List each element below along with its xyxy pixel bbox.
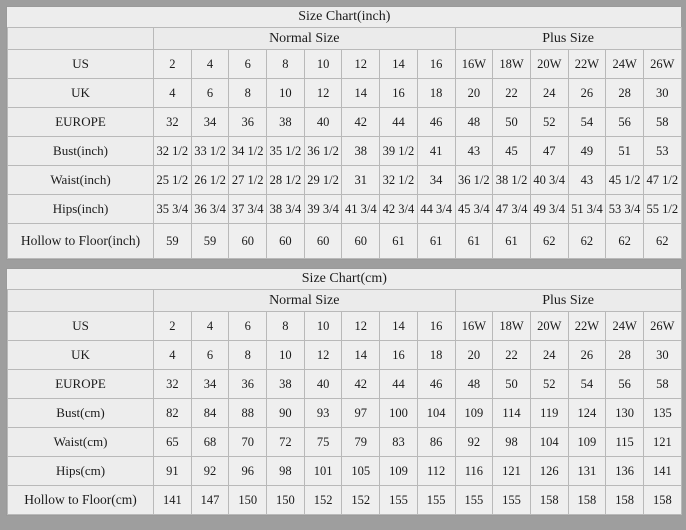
row-label: US: [8, 50, 154, 79]
cell: 91: [154, 457, 192, 486]
row-label: Hollow to Floor(cm): [8, 486, 154, 515]
cell: 22: [493, 79, 531, 108]
cell: 34: [191, 108, 229, 137]
table-row: [8, 108, 682, 137]
cell: 16: [417, 50, 455, 79]
cell: 121: [643, 428, 681, 457]
cell: 14: [342, 341, 380, 370]
cell: 37 3/4: [229, 195, 267, 224]
cell: 109: [380, 457, 418, 486]
cell: 32 1/2: [154, 137, 192, 166]
cell: 18W: [493, 312, 531, 341]
row-label: Bust(inch): [8, 137, 154, 166]
cell: 61: [455, 224, 493, 259]
row-label: Waist(inch): [8, 166, 154, 195]
cell: 34 1/2: [229, 137, 267, 166]
cell: 92: [191, 457, 229, 486]
cell: 54: [568, 370, 606, 399]
cell: 14: [380, 312, 418, 341]
cell: 10: [304, 312, 342, 341]
cell: 47 1/2: [643, 166, 681, 195]
cell: 54: [568, 108, 606, 137]
cell: 6: [229, 50, 267, 79]
cell: 36: [229, 108, 267, 137]
table-row: [8, 195, 682, 224]
cell: 2: [154, 50, 192, 79]
cell: 58: [643, 370, 681, 399]
cell: 83: [380, 428, 418, 457]
cell: 56: [606, 108, 644, 137]
cell: 65: [154, 428, 192, 457]
cell: 158: [643, 486, 681, 515]
size-chart-cm-table: [7, 269, 682, 515]
cell: 96: [229, 457, 267, 486]
cell: 51 3/4: [568, 195, 606, 224]
size-chart-inch-table: [7, 7, 682, 259]
cell: 20: [455, 341, 493, 370]
cell: 27 1/2: [229, 166, 267, 195]
size-chart-inch: [6, 6, 680, 260]
cell: 48: [455, 370, 493, 399]
cell: 62: [568, 224, 606, 259]
cell: 52: [530, 108, 568, 137]
cell: 26: [568, 79, 606, 108]
cell: 14: [342, 79, 380, 108]
cell: 155: [455, 486, 493, 515]
cell: 18W: [493, 50, 531, 79]
row-label: UK: [8, 79, 154, 108]
cell: 79: [342, 428, 380, 457]
cell: 6: [191, 79, 229, 108]
cell: 26W: [643, 50, 681, 79]
row-label: Hips(inch): [8, 195, 154, 224]
cell: 44: [380, 108, 418, 137]
cell: 158: [568, 486, 606, 515]
cell: 121: [493, 457, 531, 486]
cell: 36 3/4: [191, 195, 229, 224]
cell: 75: [304, 428, 342, 457]
cell: 8: [267, 50, 305, 79]
chart-title: Size Chart(inch): [8, 7, 682, 28]
cell: 100: [380, 399, 418, 428]
cell: 39 1/2: [380, 137, 418, 166]
cell: 32 1/2: [380, 166, 418, 195]
cell: 56: [606, 370, 644, 399]
cell: 115: [606, 428, 644, 457]
cell: 60: [267, 224, 305, 259]
cell: 116: [455, 457, 493, 486]
cell: 62: [606, 224, 644, 259]
cell: 39 3/4: [304, 195, 342, 224]
cell: 35 1/2: [267, 137, 305, 166]
cell: 152: [342, 486, 380, 515]
cell: 40 3/4: [530, 166, 568, 195]
cell: 20W: [530, 50, 568, 79]
cell: 25 1/2: [154, 166, 192, 195]
cell: 158: [606, 486, 644, 515]
row-label: EUROPE: [8, 108, 154, 137]
cell: 24: [530, 341, 568, 370]
cell: 22W: [568, 50, 606, 79]
cell: 28 1/2: [267, 166, 305, 195]
cell: 141: [643, 457, 681, 486]
cell: 62: [530, 224, 568, 259]
cell: 38: [267, 108, 305, 137]
cell: 36: [229, 370, 267, 399]
size-chart-cm: [6, 268, 680, 516]
cell: 92: [455, 428, 493, 457]
row-label: Hollow to Floor(inch): [8, 224, 154, 259]
cell: 112: [417, 457, 455, 486]
chart-group-row: [8, 28, 682, 50]
cell: 155: [417, 486, 455, 515]
table-row: [8, 224, 682, 259]
cell: 38 1/2: [493, 166, 531, 195]
cell: 49: [568, 137, 606, 166]
cell: 35 3/4: [154, 195, 192, 224]
cell: 50: [493, 108, 531, 137]
cell: 50: [493, 370, 531, 399]
cell: 45: [493, 137, 531, 166]
cell: 16: [417, 312, 455, 341]
cell: 32: [154, 370, 192, 399]
cell: 61: [417, 224, 455, 259]
cell: 84: [191, 399, 229, 428]
cell: 16W: [455, 312, 493, 341]
table-row: [8, 166, 682, 195]
cell: 16: [380, 79, 418, 108]
chart-title-row: [8, 7, 682, 28]
row-label: Waist(cm): [8, 428, 154, 457]
table-row: [8, 486, 682, 515]
cell: 141: [154, 486, 192, 515]
table-row: [8, 50, 682, 79]
cell: 45 1/2: [606, 166, 644, 195]
cell: 60: [229, 224, 267, 259]
cell: 36 1/2: [304, 137, 342, 166]
cell: 38: [342, 137, 380, 166]
cell: 59: [191, 224, 229, 259]
cell: 72: [267, 428, 305, 457]
cell: 155: [380, 486, 418, 515]
cell: 131: [568, 457, 606, 486]
cell: 98: [493, 428, 531, 457]
group-normal-size: Normal Size: [154, 290, 456, 312]
cell: 42: [342, 108, 380, 137]
cell: 53: [643, 137, 681, 166]
cell: 68: [191, 428, 229, 457]
cell: 47 3/4: [493, 195, 531, 224]
cell: 150: [267, 486, 305, 515]
cell: 16: [380, 341, 418, 370]
row-label: UK: [8, 341, 154, 370]
cell: 124: [568, 399, 606, 428]
cell: 30: [643, 79, 681, 108]
cell: 18: [417, 341, 455, 370]
cell: 18: [417, 79, 455, 108]
cell: 40: [304, 108, 342, 137]
cell: 45 3/4: [455, 195, 493, 224]
cell: 14: [380, 50, 418, 79]
cell: 16W: [455, 50, 493, 79]
cell: 42: [342, 370, 380, 399]
chart-title: Size Chart(cm): [8, 269, 682, 290]
cell: 105: [342, 457, 380, 486]
table-row: [8, 428, 682, 457]
group-blank: [8, 290, 154, 312]
cell: 104: [530, 428, 568, 457]
cell: 30: [643, 341, 681, 370]
cell: 22: [493, 341, 531, 370]
cell: 41 3/4: [342, 195, 380, 224]
cell: 49 3/4: [530, 195, 568, 224]
cell: 46: [417, 370, 455, 399]
cell: 48: [455, 108, 493, 137]
cell: 29 1/2: [304, 166, 342, 195]
cell: 24W: [606, 312, 644, 341]
cell: 136: [606, 457, 644, 486]
row-label: US: [8, 312, 154, 341]
cell: 43: [455, 137, 493, 166]
cell: 6: [191, 341, 229, 370]
table-row: [8, 399, 682, 428]
cell: 61: [493, 224, 531, 259]
cell: 20: [455, 79, 493, 108]
cell: 43: [568, 166, 606, 195]
cell: 28: [606, 341, 644, 370]
cell: 26 1/2: [191, 166, 229, 195]
table-row: [8, 341, 682, 370]
cell: 8: [267, 312, 305, 341]
cell: 12: [304, 341, 342, 370]
cell: 58: [643, 108, 681, 137]
cell: 98: [267, 457, 305, 486]
row-label: Hips(cm): [8, 457, 154, 486]
cell: 8: [229, 79, 267, 108]
cell: 6: [229, 312, 267, 341]
cell: 2: [154, 312, 192, 341]
cell: 82: [154, 399, 192, 428]
cell: 109: [455, 399, 493, 428]
cell: 97: [342, 399, 380, 428]
cell: 38: [267, 370, 305, 399]
cell: 59: [154, 224, 192, 259]
group-plus-size: Plus Size: [455, 28, 681, 50]
cell: 90: [267, 399, 305, 428]
cell: 109: [568, 428, 606, 457]
cell: 12: [304, 79, 342, 108]
cell: 114: [493, 399, 531, 428]
cell: 104: [417, 399, 455, 428]
cell: 8: [229, 341, 267, 370]
cell: 34: [191, 370, 229, 399]
cell: 53 3/4: [606, 195, 644, 224]
cell: 130: [606, 399, 644, 428]
cell: 135: [643, 399, 681, 428]
cell: 34: [417, 166, 455, 195]
group-normal-size: Normal Size: [154, 28, 456, 50]
cell: 150: [229, 486, 267, 515]
cell: 4: [154, 341, 192, 370]
table-row: [8, 79, 682, 108]
cell: 155: [493, 486, 531, 515]
group-blank: [8, 28, 154, 50]
cell: 10: [267, 341, 305, 370]
cell: 41: [417, 137, 455, 166]
row-label: EUROPE: [8, 370, 154, 399]
cell: 12: [342, 50, 380, 79]
cell: 60: [304, 224, 342, 259]
cell: 126: [530, 457, 568, 486]
cell: 47: [530, 137, 568, 166]
cell: 10: [267, 79, 305, 108]
cell: 32: [154, 108, 192, 137]
cell: 31: [342, 166, 380, 195]
cell: 44 3/4: [417, 195, 455, 224]
cell: 12: [342, 312, 380, 341]
cell: 93: [304, 399, 342, 428]
cell: 62: [643, 224, 681, 259]
cell: 24W: [606, 50, 644, 79]
cell: 26W: [643, 312, 681, 341]
cell: 60: [342, 224, 380, 259]
cell: 28: [606, 79, 644, 108]
cell: 10: [304, 50, 342, 79]
cell: 4: [191, 50, 229, 79]
cell: 20W: [530, 312, 568, 341]
cell: 152: [304, 486, 342, 515]
cell: 52: [530, 370, 568, 399]
cell: 147: [191, 486, 229, 515]
cell: 4: [191, 312, 229, 341]
cell: 70: [229, 428, 267, 457]
cell: 88: [229, 399, 267, 428]
cell: 26: [568, 341, 606, 370]
table-row: [8, 457, 682, 486]
cell: 44: [380, 370, 418, 399]
table-row: [8, 312, 682, 341]
cell: 24: [530, 79, 568, 108]
row-label: Bust(cm): [8, 399, 154, 428]
group-plus-size: Plus Size: [455, 290, 681, 312]
cell: 61: [380, 224, 418, 259]
cell: 4: [154, 79, 192, 108]
cell: 33 1/2: [191, 137, 229, 166]
cell: 46: [417, 108, 455, 137]
cell: 40: [304, 370, 342, 399]
cell: 86: [417, 428, 455, 457]
cell: 101: [304, 457, 342, 486]
cell: 55 1/2: [643, 195, 681, 224]
cell: 36 1/2: [455, 166, 493, 195]
cell: 119: [530, 399, 568, 428]
cell: 22W: [568, 312, 606, 341]
chart-title-row: [8, 269, 682, 290]
cell: 51: [606, 137, 644, 166]
table-row: [8, 137, 682, 166]
chart-group-row: [8, 290, 682, 312]
cell: 38 3/4: [267, 195, 305, 224]
table-row: [8, 370, 682, 399]
cell: 158: [530, 486, 568, 515]
cell: 42 3/4: [380, 195, 418, 224]
